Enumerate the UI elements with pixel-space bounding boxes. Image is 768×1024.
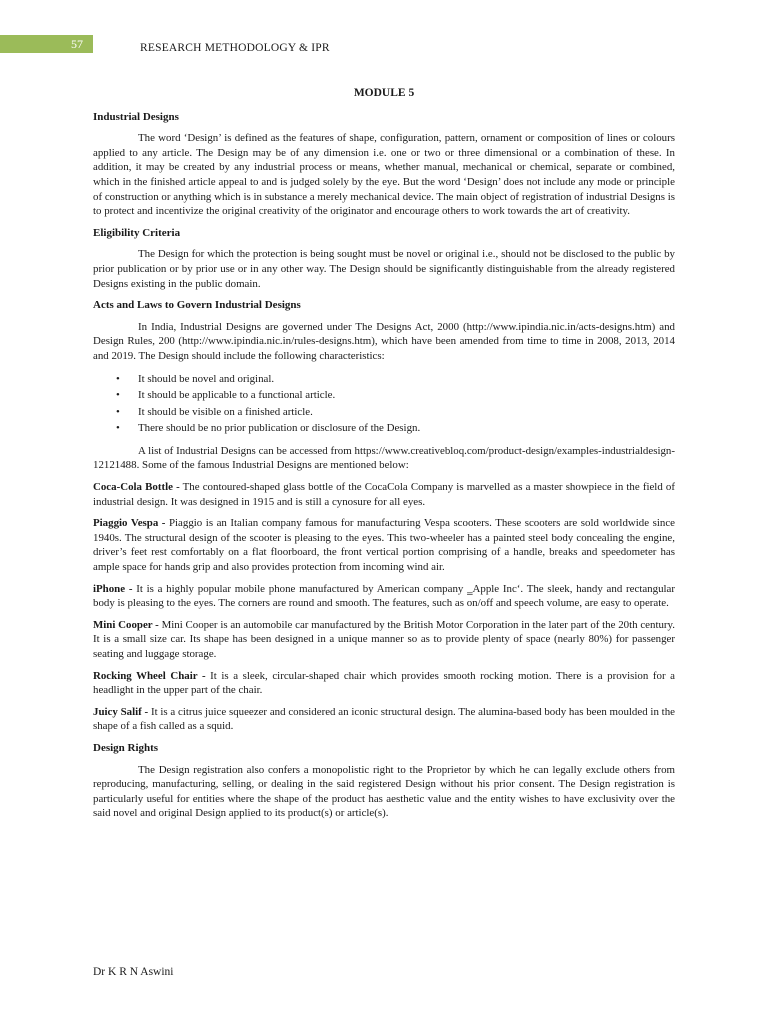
- example-term: iPhone -: [93, 582, 133, 595]
- document-body: [93, 86, 675, 828]
- example-term: Rocking Wheel Chair -: [93, 669, 206, 682]
- running-header-title: RESEARCH METHODOLOGY & IPR: [140, 42, 330, 54]
- list-item: • It should be applicable to a functional article.: [138, 387, 675, 404]
- characteristics-list: [93, 371, 675, 437]
- heading-acts-and-laws: Acts and Laws to Govern Industrial Designs: [93, 299, 301, 312]
- example-coca-cola-bottle: [93, 480, 675, 509]
- example-text: It is a citrus juice squeezer and considered an iconic structural design. The alumina-based body has been moulded in the shape of a fish called as a squid.: [93, 705, 675, 733]
- example-text: The contoured-shaped glass bottle of the CocaCola Company is marvelled as a master showpiece in the field of industrial design. It was designed in 1915 and is still a cynosure for all eyes.: [93, 481, 675, 508]
- example-text: Piaggio is an Italian company famous for manufacturing Vespa scooters. These scooters are sold worldwide since 1940s. The structural design of the scooter is pleasing to the eyes. This two-wheeler has a painted steel body concealing the engine, driver’s feet rest comfortably on a flat floorboard, the front vertical portion comprising of a handle, breaks and speedometer has ample space for hands grip and also provides protection from incoming wind air.: [93, 517, 675, 574]
- paragraph-design-list: A list of Industrial Designs can be accessed from https://www.creativebloq.com/product-design/examples-industrialdesign-12121488. Some of the famous Industrial Designs are mentioned below:: [93, 444, 675, 472]
- page-number-tab: 57: [0, 35, 93, 53]
- example-term: Juicy Salif -: [93, 705, 149, 718]
- paragraph-design-rights: The Design registration also confers a monopolistic right to the Proprietor by which he can legally exclude others from reproducing, manufacturing, selling, or dealing in the said registered Design without his prior consent. The Design registration is particularly useful for entities where the shape of the product has aesthetic value and the entity wishes to have exclusivity over the said novel and original Design applied to its product(s) or article(s).: [93, 763, 675, 820]
- example-term: Piaggio Vespa -: [93, 517, 166, 530]
- example-text: It is a sleek, circular-shaped chair which provides smooth rocking motion. There is a provision for a headlight in the upper part of the chair.: [93, 669, 675, 697]
- module-title: MODULE 5: [353, 87, 415, 99]
- example-juicy-salif: [93, 705, 675, 734]
- example-mini-cooper: [93, 618, 675, 662]
- list-item: • It should be novel and original.: [138, 371, 675, 388]
- paragraph-design-definition: The word ‘Design’ is defined as the features of shape, configuration, pattern, ornament or composition of lines or colours applied to any article. The Design may be of any dimension i.e. one or two or three dimensional or a combination of these. In addition, it may be created by any industrial process or means, whether manual, mechanical or chemical, separate or combined, which in the finished article appeal to and is judged solely by the eye. But the word ‘Design’ does not include any mode or principle of construction or anything which is in substance a merely mechanical device. The main object of registration of industrial Designs is to protect and incentivize the original creativity of the originator and encourage others to work towards the art of creativity.: [93, 132, 675, 218]
- example-iphone: [93, 582, 675, 611]
- example-term: Mini Cooper -: [93, 618, 159, 631]
- example-term: Coca-Cola Bottle -: [93, 481, 180, 494]
- list-item: • It should be visible on a finished article.: [138, 404, 675, 421]
- example-rocking-wheel-chair: [93, 669, 675, 698]
- heading-industrial-designs: Industrial Designs: [93, 110, 179, 123]
- paragraph-eligibility: The Design for which the protection is being sought must be novel or original i.e., should not be disclosed to the public by prior publication or by prior use or in any other way. The Design should be significantly distinguishable from the already registered Designs existing in the public domain.: [93, 248, 675, 290]
- list-item: • There should be no prior publication or disclosure of the Design.: [138, 420, 675, 437]
- footer-author: Dr K R N Aswini: [93, 966, 174, 978]
- heading-design-rights: Design Rights: [93, 741, 159, 754]
- example-text: Mini Cooper is an automobile car manufactured by the British Motor Corporation in the later part of the 20th century. It is a small size car. Its shape has been designed in a unique manner so as to provide plenty of space (nearly 80%) for passenger seating and luggage storage.: [93, 618, 675, 660]
- paragraph-acts: In India, Industrial Designs are governed under The Designs Act, 2000 (http://www.ipindia.nic.in/acts-designs.htm) and Design Rules, 200 (http://www.ipindia.nic.in/rules-designs.htm), which have been amended from time to time in 2008, 2013, 2014 and 2019. The Design should include the following characteristics:: [93, 320, 675, 362]
- example-text: It is a highly popular mobile phone manufactured by American company ‗Apple Inc‘. The sleek, handy and rectangular body is pleasing to the eyes. The corners are round and smooth. The features, such as on/off and speech volume, are easy to operate.: [93, 582, 676, 610]
- heading-eligibility-criteria: Eligibility Criteria: [93, 226, 181, 239]
- example-piaggio-vespa: [93, 516, 675, 574]
